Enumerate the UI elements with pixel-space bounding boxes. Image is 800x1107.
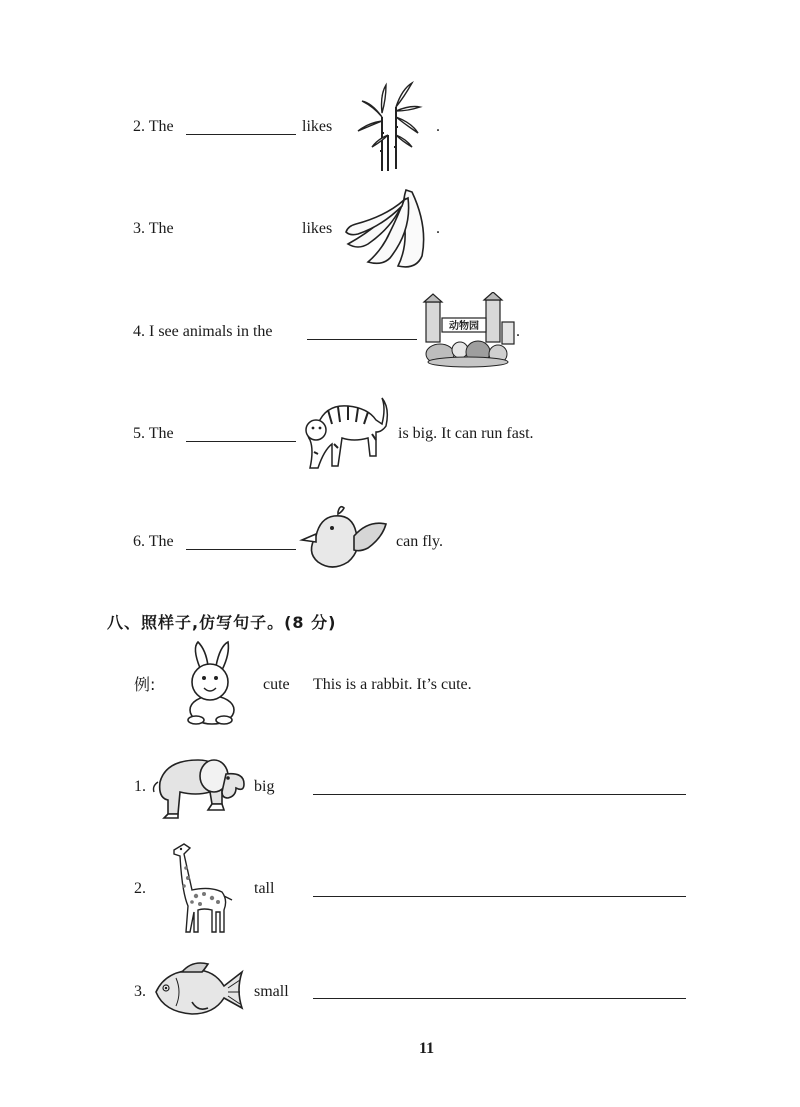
bamboo-icon — [352, 77, 424, 173]
fish-icon — [152, 958, 246, 1020]
giraffe-icon — [166, 840, 236, 934]
banana-icon — [342, 186, 436, 272]
example-sentence: This is a rabbit. It’s cute. — [313, 676, 472, 693]
item-2-mid: likes — [302, 118, 333, 135]
s8-item-1-answer-line[interactable] — [313, 794, 686, 795]
s8-item-2-answer-line[interactable] — [313, 896, 686, 897]
zoo-sign-text: 动物园 — [449, 321, 479, 332]
item-5-blank[interactable] — [186, 441, 296, 442]
item-2-blank[interactable] — [186, 134, 296, 135]
s8-item-2-word: tall — [254, 880, 275, 897]
s8-item-1-num: 1. — [134, 778, 146, 795]
item-3-end: . — [436, 220, 440, 237]
s8-item-3-word: small — [254, 983, 289, 1000]
tiger-icon — [298, 394, 390, 472]
item-3-mid: likes — [302, 220, 333, 237]
item-6-end: can fly. — [396, 533, 443, 550]
s8-item-1-word: big — [254, 778, 275, 795]
page-number: 11 — [419, 1040, 435, 1057]
item-6-prefix: 6. The — [133, 533, 174, 550]
elephant-icon — [148, 752, 248, 824]
section-8-title: 八、照样子,仿写句子。(8 分) — [107, 613, 337, 632]
bird-icon — [298, 504, 390, 576]
s8-item-3-num: 3. — [134, 983, 146, 1000]
s8-item-2-num: 2. — [134, 880, 146, 897]
item-4-end: . — [516, 323, 520, 340]
s8-item-3-answer-line[interactable] — [313, 998, 686, 999]
item-2-end: . — [436, 118, 440, 135]
example-label: 例: — [134, 675, 156, 694]
zoo-icon — [420, 292, 516, 368]
item-5-prefix: 5. The — [133, 425, 174, 442]
item-3-prefix: 3. The — [133, 220, 174, 237]
item-2-prefix: 2. The — [133, 118, 174, 135]
item-5-end: is big. It can run fast. — [398, 425, 534, 442]
item-4-blank[interactable] — [307, 339, 417, 340]
rabbit-icon — [180, 640, 244, 726]
item-6-blank[interactable] — [186, 549, 296, 550]
item-4-prefix: 4. I see animals in the — [133, 323, 273, 340]
example-word: cute — [263, 676, 290, 693]
